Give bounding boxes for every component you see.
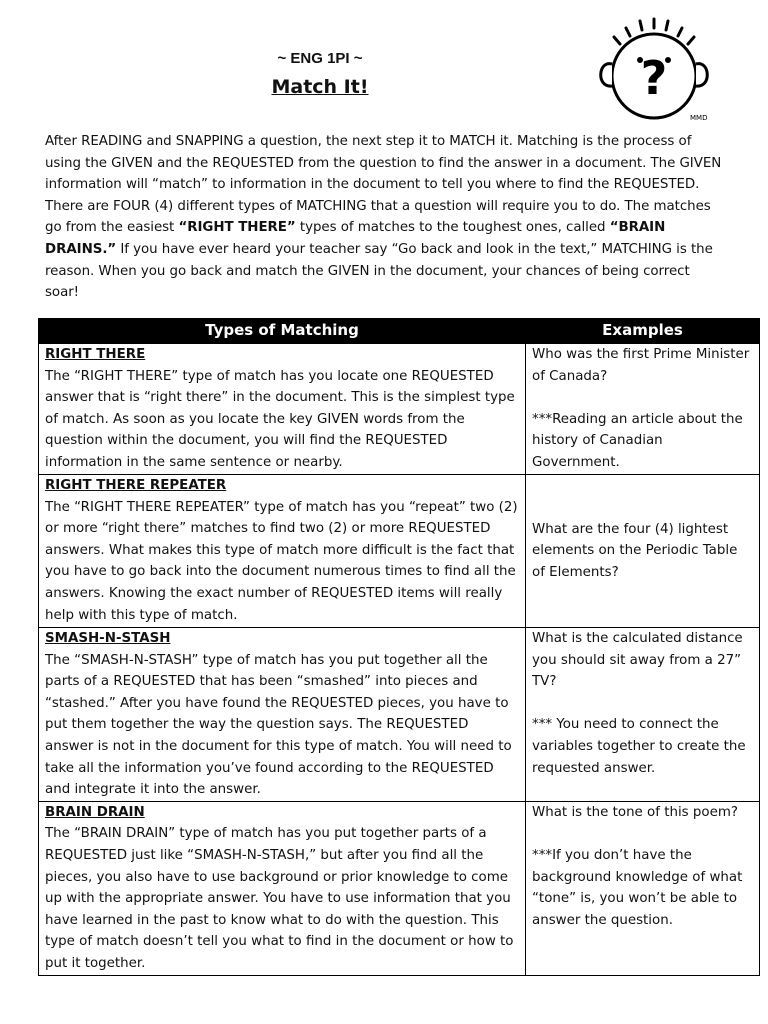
example-cell <box>526 475 760 628</box>
example-cell <box>526 344 760 475</box>
intro-text-2: types of matches to the toughest ones, called <box>295 220 610 236</box>
page-title: Match It! <box>271 76 369 98</box>
logo-glyph: ? <box>640 51 668 105</box>
example-note: ***If you don’t have the background knowledge of what “tone” is, you won’t be able to answer the question. <box>532 847 743 928</box>
intro-bold-brain-drains: “BRAIN DRAINS.” <box>45 220 666 257</box>
table-row <box>39 344 760 475</box>
match-type-cell <box>39 344 526 475</box>
match-type-description: The “RIGHT THERE REPEATER” type of match has you “repeat” two (2) or more “right there” matches to find two (2) or more REQUESTED answers. What makes this type of match more difficult is the fact that you have to go back into the document numerous times to find all the answers. Knowing the exact number of REQUESTED items will really help with this type of match. <box>45 499 518 623</box>
example-question: Who was the first Prime Minister of Canada? <box>532 347 750 384</box>
header-types-of-matching: Types of Matching <box>39 319 526 344</box>
example-question: What are the four (4) lightest elements on the Periodic Table of Elements? <box>532 521 738 580</box>
header-examples: Examples <box>526 319 760 344</box>
intro-paragraph <box>45 131 725 304</box>
logo-initials: MMD <box>690 114 708 122</box>
match-type-description: The “SMASH-N-STASH” type of match has you put together all the parts of a REQUESTED that has been “smashed” into pieces and “stashed.” After you have found the REQUESTED pieces, you have to put them together the way the question says. The REQUESTED answer is not in the document for this type of match. You will need to take all the information you’ve found according to the REQUESTED and integrate it into the answer. <box>45 652 512 798</box>
match-type-cell <box>39 475 526 628</box>
example-cell <box>526 801 760 975</box>
intro-text-3: If you have ever heard your teacher say “Go back and look in the text,” MATCHING is the reason. When you go back and match the GIVEN in the document, your chances of being correct soar! <box>45 241 713 301</box>
example-cell <box>526 628 760 802</box>
match-type-title: SMASH-N-STASH <box>45 631 171 646</box>
match-type-cell <box>39 801 526 975</box>
example-question: What is the tone of this poem? <box>532 804 738 820</box>
matching-types-table <box>38 318 760 976</box>
match-type-title: RIGHT THERE REPEATER <box>45 478 227 493</box>
match-type-title: BRAIN DRAIN <box>45 804 145 820</box>
question-mark-face-icon <box>590 16 716 126</box>
example-note: ***Reading an article about the history of Canadian Government. <box>532 411 743 470</box>
example-note: *** You need to connect the variables together to create the requested answer. <box>532 717 746 776</box>
table-row <box>39 475 760 628</box>
match-type-cell <box>39 628 526 802</box>
table-row <box>39 801 760 975</box>
match-type-title: RIGHT THERE <box>45 347 146 362</box>
course-code: ~ ENG 1PI ~ <box>277 50 363 67</box>
match-type-description: The “BRAIN DRAIN” type of match has you put together parts of a REQUESTED just like “SMASH-N-STASH,” but after you find all the pieces, you also have to use background or prior knowledge to come up with the appropriate answer. You have to use information that you have learned in the past to know what to do with the question. This type of match doesn’t tell you what to find in the document or how to put it together. <box>45 826 514 971</box>
intro-bold-right-there: “RIGHT THERE” <box>178 220 296 236</box>
intro-text-1: After READING and SNAPPING a question, the next step it to MATCH it. Matching is the process of using the GIVEN and the REQUESTED from the question to find the answer in a document. The GIVEN information will “match” to information in the document to tell you where to find the REQUESTED. There are FOUR (4) different types of MATCHING that a question will require you to do. The matches go from the easiest <box>45 134 722 236</box>
match-type-description: The “RIGHT THERE” type of match has you locate one REQUESTED answer that is “right there” in the document. This is the simplest type of match. As soon as you locate the key GIVEN words from the question within the document, you will find the REQUESTED information in the same sentence or nearby. <box>45 368 515 470</box>
table-row <box>39 628 760 802</box>
table-header-row <box>39 319 760 344</box>
example-question: What is the calculated distance you should sit away from a 27” TV? <box>532 631 743 690</box>
